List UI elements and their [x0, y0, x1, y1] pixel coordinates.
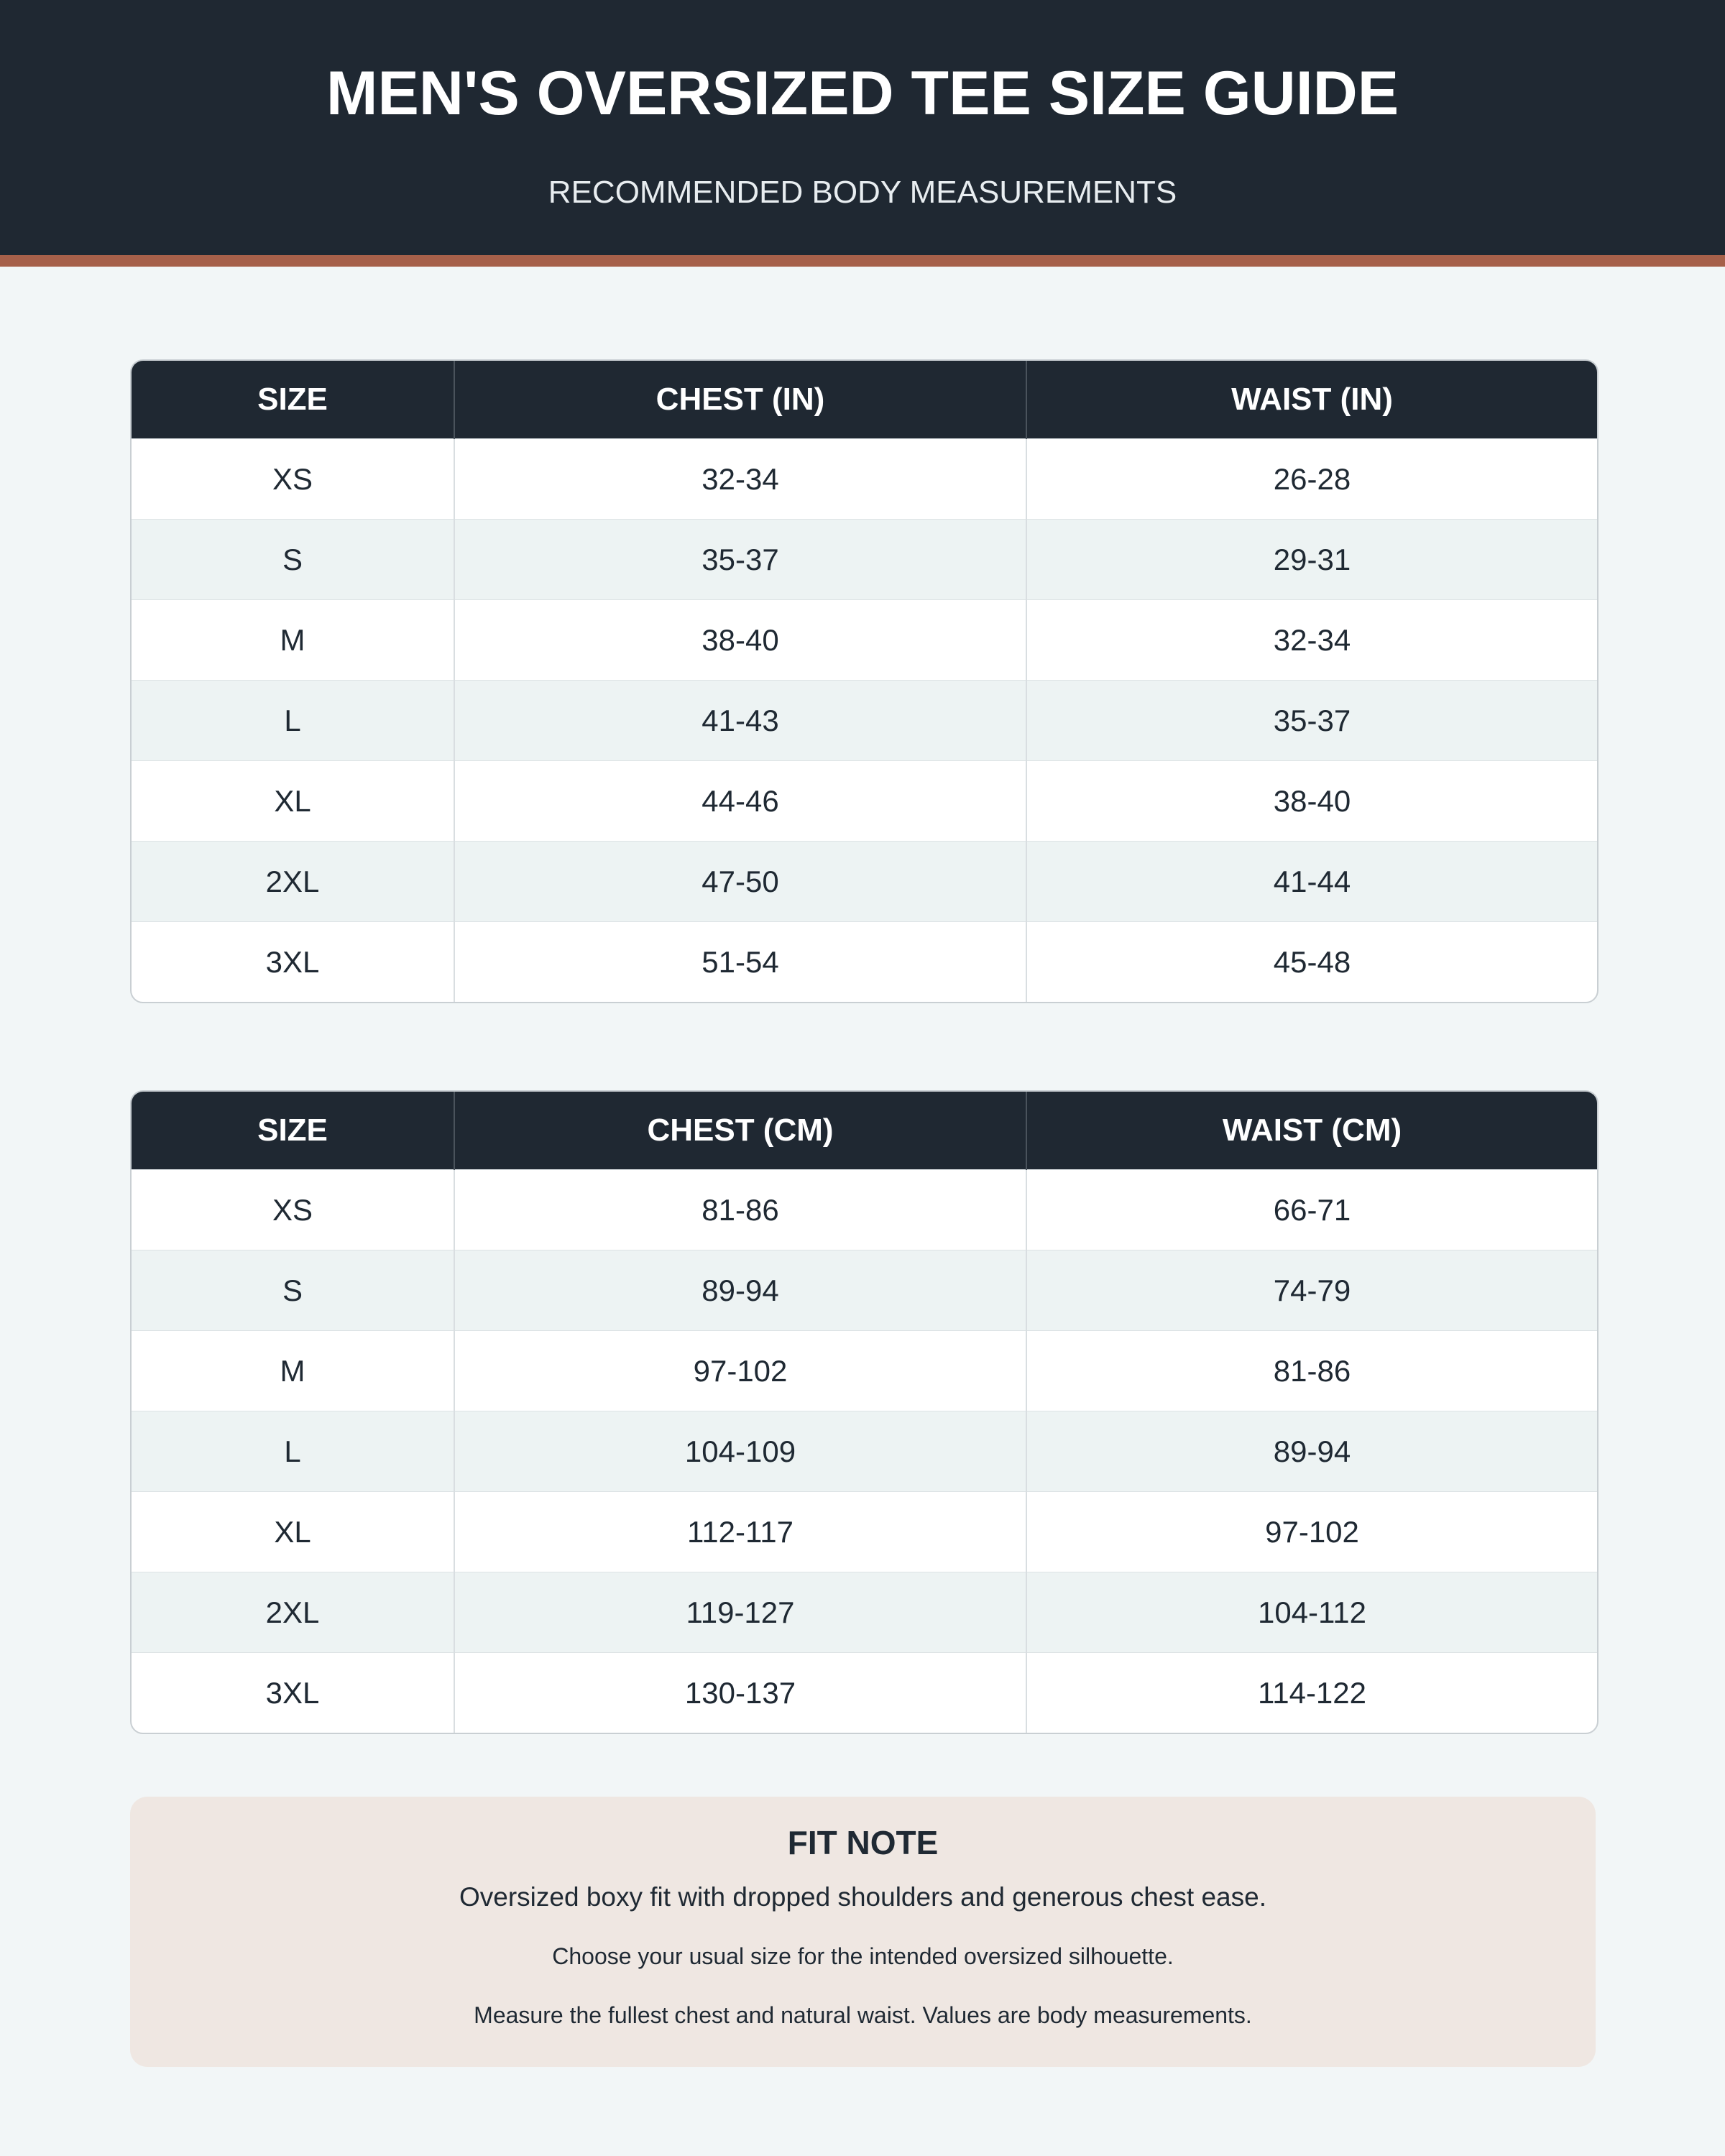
- fit-note-panel: [130, 1797, 1596, 2067]
- table-row: [132, 761, 1597, 842]
- chest-cell: 81-86: [454, 1170, 1026, 1250]
- size-cell: XS: [132, 439, 454, 520]
- page-title: MEN'S OVERSIZED TEE SIZE GUIDE: [326, 59, 1399, 128]
- table-row: [132, 1572, 1597, 1653]
- fit-note-title: FIT NOTE: [787, 1824, 939, 1861]
- size-cell: XL: [132, 761, 454, 842]
- chest-cell: 97-102: [454, 1331, 1026, 1411]
- size-cell: S: [132, 520, 454, 600]
- waist-cell: 104-112: [1026, 1572, 1597, 1653]
- waist-cell: 35-37: [1026, 681, 1597, 761]
- column-header-chest: CHEST (IN): [454, 361, 1026, 439]
- table-row: [132, 1331, 1597, 1411]
- waist-cell: 32-34: [1026, 600, 1597, 681]
- table-row: [132, 1492, 1597, 1572]
- column-header-waist: WAIST (IN): [1026, 361, 1597, 439]
- waist-cell: 74-79: [1026, 1250, 1597, 1331]
- waist-cell: 38-40: [1026, 761, 1597, 842]
- size-cell: 3XL: [132, 922, 454, 1003]
- cm-size-table: [130, 1090, 1598, 1734]
- chest-cell: 44-46: [454, 761, 1026, 842]
- chest-cell: 89-94: [454, 1250, 1026, 1331]
- size-cell: 3XL: [132, 1653, 454, 1733]
- table-row: [132, 439, 1597, 520]
- table-row: [132, 600, 1597, 681]
- size-cell: XL: [132, 1492, 454, 1572]
- size-cell: XS: [132, 1170, 454, 1250]
- table-row: [132, 842, 1597, 922]
- chest-cell: 47-50: [454, 842, 1026, 922]
- chest-cell: 38-40: [454, 600, 1026, 681]
- fit-note-description: Oversized boxy fit with dropped shoulders and generous chest ease.: [459, 1882, 1266, 1912]
- page-subtitle: RECOMMENDED BODY MEASUREMENTS: [548, 175, 1177, 210]
- chest-cell: 41-43: [454, 681, 1026, 761]
- table-row: [132, 681, 1597, 761]
- waist-cell: 66-71: [1026, 1170, 1597, 1250]
- waist-cell: 29-31: [1026, 520, 1597, 600]
- chest-cell: 119-127: [454, 1572, 1026, 1653]
- chest-cell: 112-117: [454, 1492, 1026, 1572]
- table-row: [132, 520, 1597, 600]
- waist-cell: 45-48: [1026, 922, 1597, 1003]
- column-header-size: SIZE: [132, 361, 454, 439]
- table-header-row: [132, 1092, 1597, 1170]
- column-header-chest: CHEST (CM): [454, 1092, 1026, 1170]
- chest-cell: 51-54: [454, 922, 1026, 1003]
- chest-cell: 32-34: [454, 439, 1026, 520]
- chest-cell: 35-37: [454, 520, 1026, 600]
- waist-cell: 97-102: [1026, 1492, 1597, 1572]
- waist-cell: 114-122: [1026, 1653, 1597, 1733]
- size-cell: L: [132, 1411, 454, 1492]
- waist-cell: 26-28: [1026, 439, 1597, 520]
- column-header-size: SIZE: [132, 1092, 454, 1170]
- size-cell: S: [132, 1250, 454, 1331]
- table-row: [132, 1250, 1597, 1331]
- page-header: [0, 0, 1725, 267]
- chest-cell: 130-137: [454, 1653, 1026, 1733]
- waist-cell: 89-94: [1026, 1411, 1597, 1492]
- size-cell: 2XL: [132, 1572, 454, 1653]
- fit-note-size-advice: Choose your usual size for the intended oversized silhouette.: [552, 1943, 1174, 1969]
- waist-cell: 81-86: [1026, 1331, 1597, 1411]
- size-cell: M: [132, 1331, 454, 1411]
- table-header-row: [132, 361, 1597, 439]
- waist-cell: 41-44: [1026, 842, 1597, 922]
- fit-note-measure-advice: Measure the fullest chest and natural waist. Values are body measurements.: [474, 2002, 1252, 2028]
- table-row: [132, 1170, 1597, 1250]
- table-row: [132, 1653, 1597, 1733]
- size-cell: M: [132, 600, 454, 681]
- table-row: [132, 922, 1597, 1003]
- table-row: [132, 1411, 1597, 1492]
- inches-size-table: [130, 359, 1598, 1003]
- size-cell: 2XL: [132, 842, 454, 922]
- column-header-waist: WAIST (CM): [1026, 1092, 1597, 1170]
- size-cell: L: [132, 681, 454, 761]
- chest-cell: 104-109: [454, 1411, 1026, 1492]
